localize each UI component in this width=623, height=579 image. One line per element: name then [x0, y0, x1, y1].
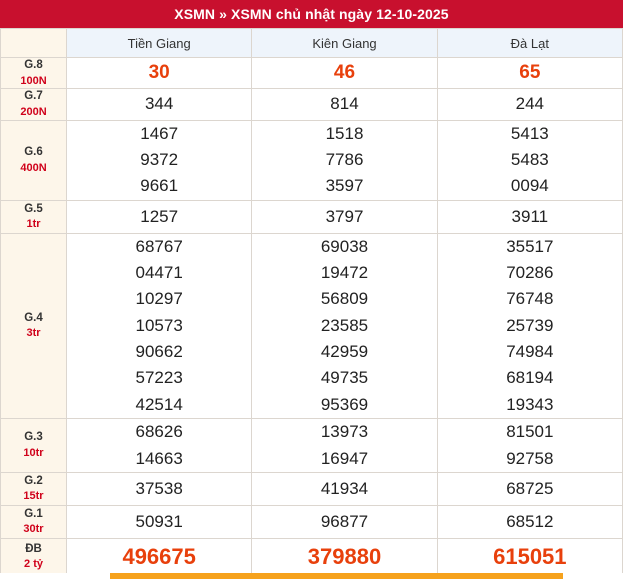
prize-value: 1tr: [26, 218, 41, 231]
table-row: [1, 58, 623, 89]
header-separator: »: [219, 6, 228, 22]
prize-value: 3tr: [26, 327, 41, 340]
prize-name: G.1: [24, 507, 43, 520]
prize-name: G.5: [24, 202, 43, 215]
result-number: 13973: [320, 422, 369, 442]
table-row: [1, 472, 623, 505]
table-row: [1, 89, 623, 120]
prize-name: G.7: [24, 90, 43, 103]
column-header-kien-giang: Kiên Giang: [252, 29, 437, 58]
result-g4-tien-giang: [67, 233, 252, 418]
result-number: 35517: [506, 236, 554, 256]
result-number: 244: [515, 94, 545, 114]
result-db-da-lat: [437, 538, 622, 575]
result-number: 5483: [510, 150, 549, 170]
result-number: 19343: [506, 394, 554, 414]
result-g6-tien-giang: [67, 120, 252, 200]
result-number: 615051: [493, 543, 567, 569]
result-g7-tien-giang: [67, 89, 252, 120]
result-number: 68626: [135, 422, 183, 442]
table-row: [1, 200, 623, 233]
result-g8-kien-giang: [252, 58, 437, 89]
result-g4-kien-giang: [252, 233, 437, 418]
result-number: 5413: [510, 123, 549, 143]
result-g3-kien-giang: [252, 419, 437, 473]
prize-label-db: [1, 538, 67, 575]
result-number: 92758: [506, 448, 554, 468]
result-g6-da-lat: [437, 120, 622, 200]
prize-value: 400N: [20, 161, 47, 174]
table-head: [1, 29, 623, 58]
result-number: 0094: [510, 176, 549, 196]
result-number: 70286: [506, 263, 554, 283]
result-g1-da-lat: [437, 505, 622, 538]
prize-value: 15tr: [23, 490, 44, 503]
result-g2-tien-giang: [67, 472, 252, 505]
result-g2-da-lat: [437, 472, 622, 505]
footer-accent-strip: [0, 573, 623, 579]
result-number: 50931: [135, 511, 183, 531]
table-row: [1, 120, 623, 200]
result-number: 69038: [320, 236, 369, 256]
prize-label-g1: [1, 505, 67, 538]
result-g5-tien-giang: [67, 200, 252, 233]
table-row: [1, 419, 623, 473]
result-number: 16947: [320, 448, 369, 468]
result-number: 30: [148, 62, 170, 84]
result-number: 496675: [122, 543, 196, 569]
header-prefix[interactable]: XSMN: [174, 6, 216, 22]
prize-name: ĐB: [25, 542, 42, 555]
prize-name: G.6: [24, 146, 43, 159]
result-number: 3911: [511, 206, 549, 226]
table-row: [1, 233, 623, 418]
result-number: 1518: [325, 123, 364, 143]
prize-label-g2: [1, 472, 67, 505]
result-number: 49735: [320, 368, 369, 388]
result-g5-kien-giang: [252, 200, 437, 233]
result-number: 76748: [506, 289, 554, 309]
table-row: [1, 505, 623, 538]
result-number: 25739: [506, 315, 554, 335]
column-header-da-lat: Đà Lạt: [437, 29, 622, 58]
column-header-tien-giang: Tiền Giang: [67, 29, 252, 58]
result-number: 42959: [320, 342, 369, 362]
result-g8-da-lat: [437, 58, 622, 89]
result-number: 95369: [320, 394, 369, 414]
column-header-prize: [1, 29, 67, 58]
footer-segment-accent: [110, 573, 563, 579]
result-g2-kien-giang: [252, 472, 437, 505]
result-number: 90662: [135, 342, 183, 362]
result-number: 19472: [320, 263, 369, 283]
result-number: 10573: [135, 315, 183, 335]
prize-label-g6: [1, 120, 67, 200]
result-number: 81501: [506, 422, 554, 442]
result-number: 41934: [320, 478, 369, 498]
result-g3-da-lat: [437, 419, 622, 473]
result-g7-da-lat: [437, 89, 622, 120]
prize-label-g3: [1, 419, 67, 473]
result-g6-kien-giang: [252, 120, 437, 200]
result-number: 37538: [135, 478, 183, 498]
result-db-kien-giang: [252, 538, 437, 575]
result-number: 1467: [140, 123, 179, 143]
footer-segment-left: [0, 573, 110, 579]
page-header: [0, 0, 623, 28]
result-number: 1257: [140, 206, 179, 226]
result-number: 68512: [506, 511, 554, 531]
result-db-tien-giang: [67, 538, 252, 575]
prize-value: 200N: [20, 105, 47, 118]
prize-value: 100N: [20, 74, 47, 87]
page-title: XSMN chủ nhật ngày 12-10-2025: [231, 6, 449, 22]
result-number: 04471: [135, 263, 183, 283]
result-g1-kien-giang: [252, 505, 437, 538]
table-body: [1, 58, 623, 576]
result-number: 74984: [506, 342, 554, 362]
result-number: 96877: [320, 511, 369, 531]
prize-value: 30tr: [23, 523, 44, 536]
prize-label-g8: [1, 58, 67, 89]
prize-label-g5: [1, 200, 67, 233]
prize-name: G.8: [24, 59, 43, 71]
result-number: 7786: [325, 150, 364, 170]
prize-value: 2 tỷ: [24, 558, 43, 571]
result-number: 814: [330, 94, 359, 114]
prize-name: G.4: [24, 311, 43, 324]
result-number: 3597: [325, 176, 364, 196]
result-number: 65: [519, 62, 541, 84]
prize-name: G.2: [24, 474, 43, 487]
result-number: 9661: [140, 176, 179, 196]
result-g7-kien-giang: [252, 89, 437, 120]
result-g5-da-lat: [437, 200, 622, 233]
prize-label-g7: [1, 89, 67, 120]
result-number: 56809: [320, 289, 369, 309]
table-row: [1, 538, 623, 575]
prize-label-g4: [1, 233, 67, 418]
result-number: 3797: [325, 206, 364, 226]
result-number: 344: [144, 94, 174, 114]
result-number: 68725: [506, 478, 554, 498]
result-number: 46: [333, 62, 356, 84]
result-g3-tien-giang: [67, 419, 252, 473]
result-number: 14663: [135, 448, 183, 468]
result-number: 9372: [140, 150, 179, 170]
footer-segment-right: [563, 573, 623, 579]
result-number: 379880: [307, 543, 382, 569]
result-g4-da-lat: [437, 233, 622, 418]
results-table: [0, 28, 623, 576]
prize-name: G.3: [24, 431, 43, 444]
result-number: 10297: [135, 289, 183, 309]
result-g1-tien-giang: [67, 505, 252, 538]
prize-value: 10tr: [23, 446, 44, 459]
result-number: 42514: [135, 394, 183, 414]
result-g8-tien-giang: [67, 58, 252, 89]
result-number: 23585: [320, 315, 369, 335]
result-number: 68194: [506, 368, 554, 388]
result-number: 68767: [135, 236, 183, 256]
table-header-row: [1, 29, 623, 58]
result-number: 57223: [135, 368, 183, 388]
